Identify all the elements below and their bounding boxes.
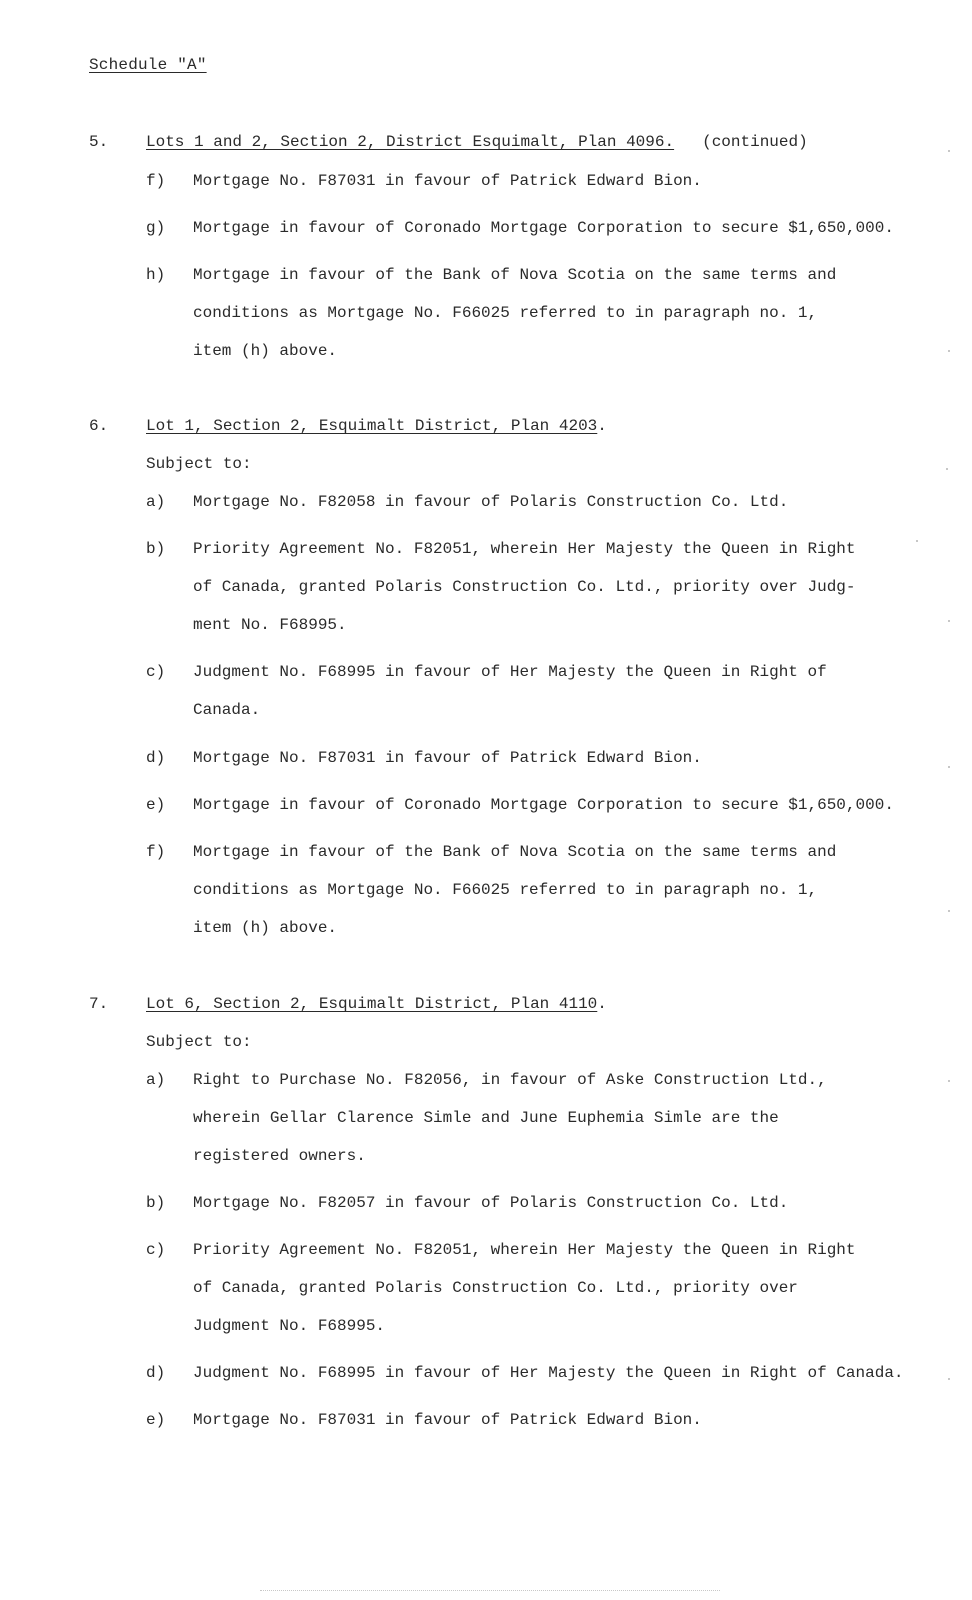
item-letter: f): [146, 843, 166, 861]
item-letter: f): [146, 172, 166, 190]
section-title-text: Lots 1 and 2, Section 2, District Esquimalt, Plan 4096.: [146, 133, 675, 151]
item-text: ment No. F68995.: [193, 616, 347, 634]
item-text: of Canada, granted Polaris Construction Co. Ltd., priority over: [193, 1279, 798, 1297]
item-text: item (h) above.: [193, 919, 338, 937]
section-title-period: .: [597, 417, 607, 435]
item-text: Priority Agreement No. F82051, wherein Her Majesty the Queen in Right: [193, 540, 856, 558]
scan-speck: [948, 350, 950, 352]
item-letter: h): [146, 266, 166, 284]
section-title: [146, 417, 607, 435]
item-text: wherein Gellar Clarence Simle and June Euphemia Simle are the: [193, 1109, 779, 1127]
scan-speck: [948, 1080, 950, 1082]
item-text: Mortgage in favour of the Bank of Nova Scotia on the same terms and: [193, 843, 837, 861]
item-text: Judgment No. F68995 in favour of Her Majesty the Queen in Right of Canada.: [193, 1364, 904, 1382]
item-text: Judgment No. F68995 in favour of Her Majesty the Queen in Right of: [193, 663, 827, 681]
item-text: Mortgage No. F82058 in favour of Polaris Construction Co. Ltd.: [193, 493, 789, 511]
item-letter: g): [146, 219, 166, 237]
section-number: 5.: [89, 133, 109, 151]
item-text: Mortgage No. F82057 in favour of Polaris Construction Co. Ltd.: [193, 1194, 789, 1212]
section-title-period: .: [597, 995, 607, 1013]
item-letter: a): [146, 493, 166, 511]
scan-speck: [948, 1378, 950, 1380]
section-number: 6.: [89, 417, 109, 435]
section-continued-label: (continued): [702, 133, 808, 151]
scan-speck: [948, 620, 950, 622]
item-text: Right to Purchase No. F82056, in favour of Aske Construction Ltd.,: [193, 1071, 827, 1089]
item-letter: d): [146, 749, 166, 767]
item-letter: d): [146, 1364, 166, 1382]
item-text: conditions as Mortgage No. F66025 referred to in paragraph no. 1,: [193, 304, 818, 322]
subject-to-label: Subject to:: [146, 455, 252, 473]
item-text: registered owners.: [193, 1147, 366, 1165]
item-letter: a): [146, 1071, 166, 1089]
item-text: Priority Agreement No. F82051, wherein Her Majesty the Queen in Right: [193, 1241, 856, 1259]
section-number: 7.: [89, 995, 109, 1013]
item-letter: b): [146, 1194, 166, 1212]
scan-speck: [948, 150, 950, 152]
item-letter: c): [146, 1241, 166, 1259]
section-title-text: Lot 6, Section 2, Esquimalt District, Plan 4110: [146, 995, 598, 1013]
item-text: Mortgage No. F87031 in favour of Patrick Edward Bion.: [193, 1411, 702, 1429]
section-title: [146, 995, 607, 1013]
subject-to-label: Subject to:: [146, 1033, 252, 1051]
item-text: Mortgage in favour of Coronado Mortgage Corporation to secure $1,650,000.: [193, 796, 894, 814]
item-text: Mortgage in favour of the Bank of Nova Scotia on the same terms and: [193, 266, 837, 284]
item-text: of Canada, granted Polaris Construction Co. Ltd., priority over Judg-: [193, 578, 856, 596]
item-text: Judgment No. F68995.: [193, 1317, 386, 1335]
item-text: Mortgage No. F87031 in favour of Patrick Edward Bion.: [193, 749, 702, 767]
item-letter: e): [146, 796, 166, 814]
section-title-text: Lot 1, Section 2, Esquimalt District, Plan 4203: [146, 417, 598, 435]
item-letter: c): [146, 663, 166, 681]
section-title: [146, 133, 808, 151]
item-text: Mortgage in favour of Coronado Mortgage Corporation to secure $1,650,000.: [193, 219, 894, 237]
scan-bottom-artifact: [260, 1590, 720, 1592]
item-text: Canada.: [193, 701, 261, 719]
scan-speck: [948, 910, 950, 912]
item-text: item (h) above.: [193, 342, 338, 360]
scan-speck: [948, 766, 950, 768]
item-text: conditions as Mortgage No. F66025 referred to in paragraph no. 1,: [193, 881, 818, 899]
item-letter: e): [146, 1411, 166, 1429]
item-letter: b): [146, 540, 166, 558]
schedule-header: Schedule "A": [89, 56, 207, 74]
scan-speck: [946, 468, 948, 470]
item-text: Mortgage No. F87031 in favour of Patrick Edward Bion.: [193, 172, 702, 190]
scan-speck: [916, 540, 918, 542]
